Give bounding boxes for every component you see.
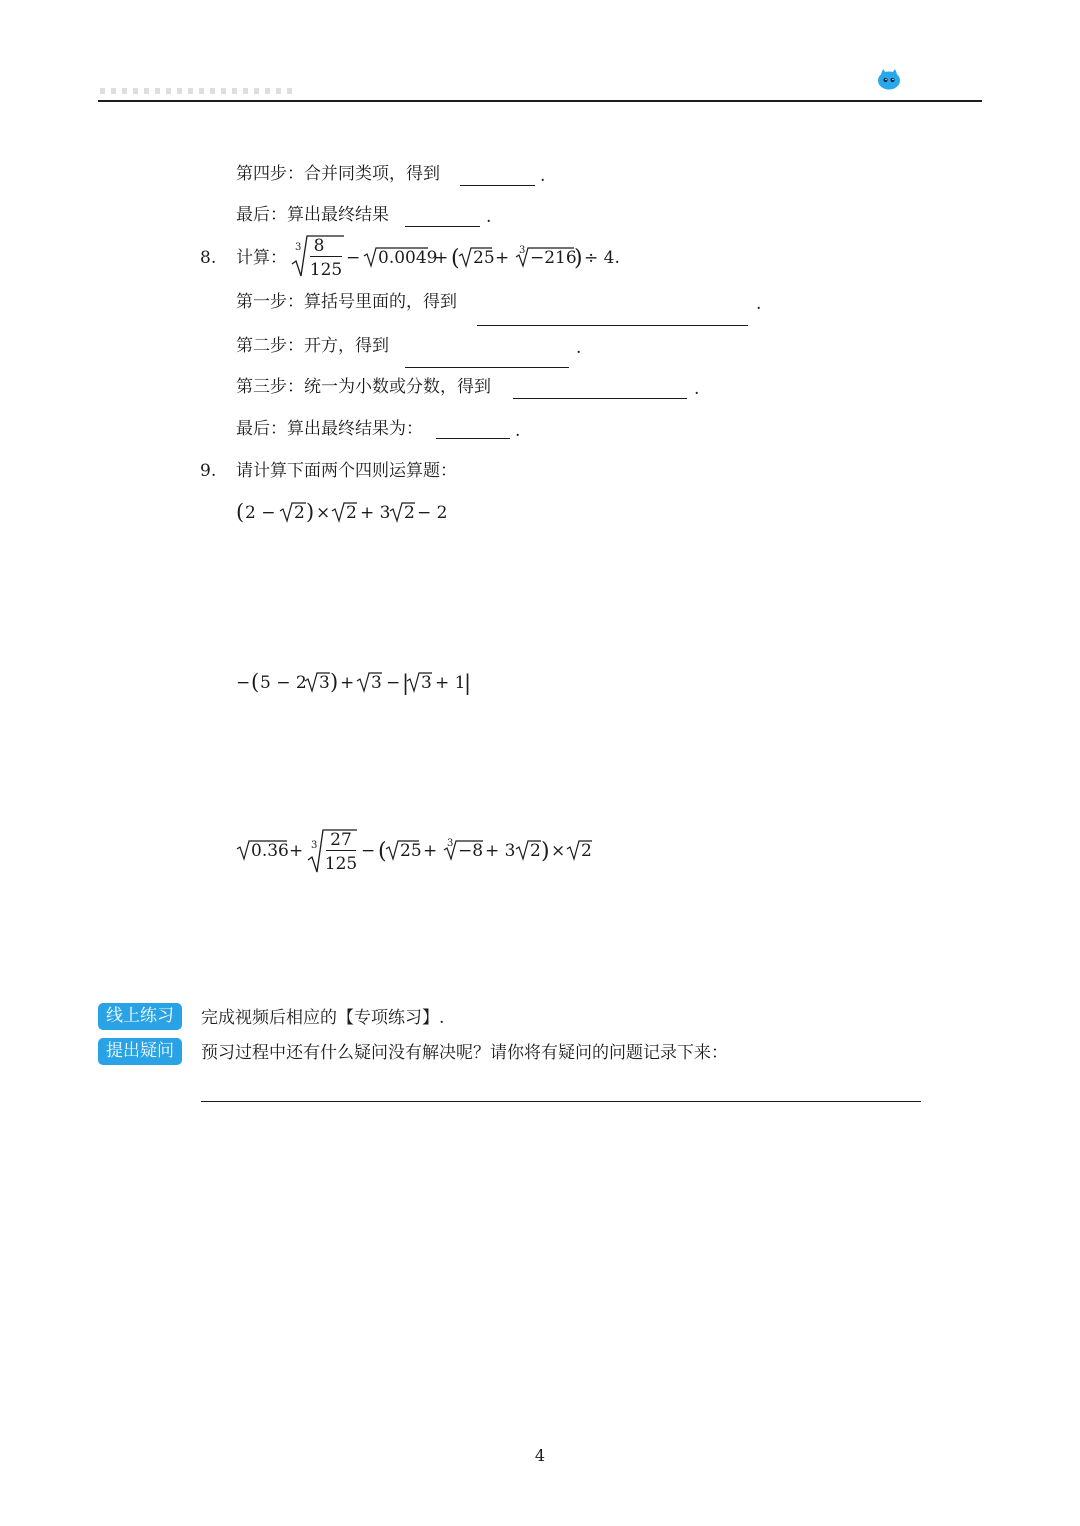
final-a-period: .: [486, 207, 492, 227]
q8-frac-denominator: 125: [309, 260, 343, 280]
q9-expression-1: [236, 496, 466, 528]
header-decoration: [100, 88, 295, 94]
online-practice-badge[interactable]: 线上练习: [98, 1003, 182, 1030]
q8-final-answer-blank[interactable]: [436, 438, 510, 439]
q8-step3-answer-blank[interactable]: [513, 398, 687, 399]
q9e3-sqrt-b-radicand: 25: [400, 841, 422, 861]
q9e3-sqrt-c-radicand: 2: [530, 841, 541, 861]
q9e3-frac-denominator: 125: [324, 854, 358, 874]
q9-expression-2: [236, 666, 476, 698]
header-rule: [98, 100, 982, 102]
q8-right-paren: ): [574, 246, 583, 271]
q9e3-cbrt-index: 3: [311, 840, 318, 851]
q9e2-plus: +: [340, 673, 355, 693]
q8-step3-period: .: [694, 379, 700, 399]
step4-label: 第四步：合并同类项，得到: [236, 164, 440, 184]
q9e2-sqrt-a-radicand: 3: [319, 673, 330, 693]
questions-answer-line[interactable]: [201, 1101, 921, 1102]
q8-frac-numerator: 8: [313, 236, 325, 256]
q9e3-plus1: +: [289, 841, 304, 861]
q8-step2-answer-blank[interactable]: [405, 367, 569, 368]
q9e3-cbrt2-index: 3: [447, 838, 454, 849]
q9e3-cbrt2-radicand: −8: [458, 841, 484, 861]
q9e3-plus3: + 3: [485, 841, 516, 861]
ask-questions-badge[interactable]: 提出疑问: [98, 1038, 182, 1065]
q9e3-left-paren: (: [378, 839, 387, 864]
step4-period: .: [540, 166, 546, 186]
q9e1-left-paren: (: [236, 500, 245, 524]
q9e1-times: ×: [316, 503, 331, 523]
q9e1-sqrt-a-radicand: 2: [294, 503, 305, 523]
q9e3-frac-numerator: 27: [330, 830, 352, 850]
q8-step1-answer-blank[interactable]: [477, 325, 748, 326]
q9e1-a: 2 −: [245, 503, 276, 523]
final-a-label: 最后：算出最终结果: [236, 205, 389, 225]
q9e2-lead-minus: −: [236, 673, 251, 693]
q9e2-sqrt-c-radicand: 3: [421, 673, 432, 693]
q9e3-sqrt-a-radicand: 0.36: [251, 841, 289, 861]
q8-number: 8.: [200, 248, 217, 268]
q8-sqrt-radicand: 0.0049: [378, 248, 438, 268]
q9e2-abs-tail: + 1: [435, 673, 466, 693]
q8-cbrt2-index: 3: [519, 245, 526, 256]
q8-final-label: 最后：算出最终结果为：: [236, 419, 423, 439]
q9-number: 9.: [200, 461, 217, 481]
q8-step3-label: 第三步：统一为小数或分数，得到: [236, 377, 491, 397]
q8-plus2: +: [495, 248, 510, 268]
q9-prompt: 请计算下面两个四则运算题：: [236, 461, 457, 481]
q8-plus: +: [434, 248, 449, 268]
q9e1-sqrt-b-radicand: 2: [346, 503, 357, 523]
q8-final-period: .: [515, 421, 521, 441]
online-practice-text: 完成视频后相应的【专项练习】.: [201, 1008, 445, 1028]
ask-questions-text: 预习过程中还有什么疑问没有解决呢？请你将有疑问的问题记录下来：: [201, 1043, 728, 1063]
q9e3-plus2: +: [423, 841, 438, 861]
q8-prompt: 计算：: [236, 248, 287, 268]
q9e2-minus: −: [386, 673, 401, 693]
q8-step2-period: .: [576, 338, 582, 358]
q9e2-abs-left: |: [402, 671, 410, 695]
final-a-answer-blank[interactable]: [405, 226, 480, 227]
q8-cbrt-index: 3: [295, 242, 302, 253]
q8-tail: ÷ 4.: [584, 248, 620, 268]
q9e3-sqrt-d-radicand: 2: [581, 841, 592, 861]
q9e2-left-paren: (: [251, 670, 260, 694]
blue-mascot-icon: [877, 68, 901, 90]
q9e2-sqrt-b-radicand: 3: [371, 673, 382, 693]
q8-minus: −: [346, 248, 361, 268]
q9e2-right-paren: ): [330, 670, 339, 694]
q8-left-paren: (: [451, 246, 460, 271]
q9e1-plus-3: + 3: [360, 503, 391, 523]
q8-step2-label: 第二步：开方，得到: [236, 336, 389, 356]
q8-step1-period: .: [756, 294, 762, 314]
page-number: 4: [534, 1446, 546, 1465]
q9e2-a: 5 − 2: [260, 673, 307, 693]
q9e1-tail: − 2: [417, 503, 448, 523]
q9e3-right-paren: ): [541, 839, 550, 864]
q9-expression-3: [236, 822, 606, 878]
q9e3-minus: −: [361, 841, 376, 861]
q8-step1-label: 第一步：算括号里面的，得到: [236, 292, 457, 312]
q8-expression: [288, 228, 628, 284]
q8-cbrt2-radicand: −216: [530, 248, 577, 268]
q8-sqrt25-radicand: 25: [473, 248, 495, 268]
q9e1-sqrt-c-radicand: 2: [404, 503, 415, 523]
q9e1-right-paren: ): [306, 500, 315, 524]
q9e3-times: ×: [551, 841, 566, 861]
step4-answer-blank[interactable]: [460, 185, 535, 186]
q9e2-abs-right: |: [464, 671, 472, 695]
